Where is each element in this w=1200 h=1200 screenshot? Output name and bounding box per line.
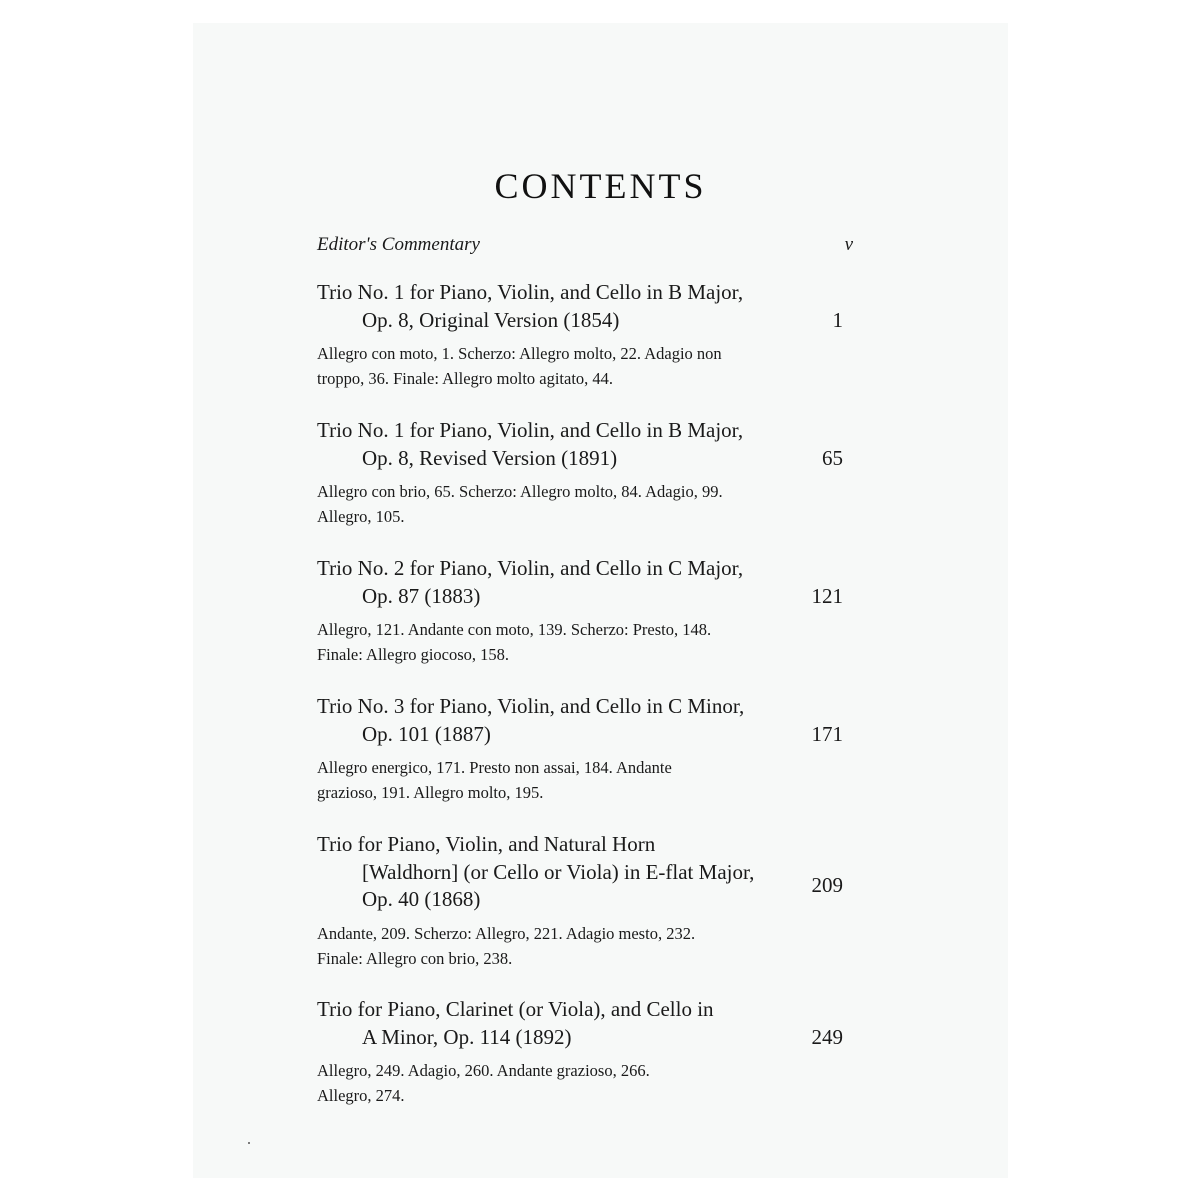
entry-title-line: Trio No. 2 for Piano, Violin, and Cello in C Major, — [317, 556, 744, 580]
movements-line: Allegro con moto, 1. Scherzo: Allegro molto, 22. Adagio non — [317, 344, 722, 363]
entry-movements — [317, 479, 787, 529]
entry-title — [317, 693, 777, 748]
entry-title — [317, 555, 777, 610]
movements-line: Allegro, 274. — [317, 1086, 405, 1105]
entry-page-number: 209 — [811, 873, 843, 897]
entry-page-number: 171 — [811, 721, 843, 746]
toc-entry — [317, 417, 847, 529]
entry-movements — [317, 921, 787, 971]
toc-entry — [317, 555, 847, 667]
entry-title-line: Trio No. 1 for Piano, Violin, and Cello in B Major, — [317, 280, 744, 304]
entry-page-number: 1 — [832, 307, 843, 332]
movements-line: Allegro, 121. Andante con moto, 139. Scherzo: Presto, 148. — [317, 620, 712, 639]
entry-title-line: Trio for Piano, Violin, and Natural Horn — [317, 832, 656, 856]
commentary-page-number: v — [844, 234, 853, 255]
movements-line: Allegro energico, 171. Presto non assai, 184. Andante — [317, 758, 672, 777]
entry-title — [317, 417, 777, 472]
toc-entry — [317, 831, 847, 971]
entry-page-number: 121 — [811, 583, 843, 608]
commentary-label: Editor's Commentary — [317, 234, 480, 255]
movements-line: Allegro, 105. — [317, 507, 405, 526]
entry-movements — [317, 755, 787, 805]
movements-line: troppo, 36. Finale: Allegro molto agitato, 44. — [317, 369, 614, 388]
entry-page-number: 65 — [822, 445, 843, 470]
entry-title-line: Trio No. 3 for Piano, Violin, and Cello in C Minor, — [317, 694, 745, 718]
movements-line: grazioso, 191. Allegro molto, 195. — [317, 783, 544, 802]
page-title: CONTENTS — [494, 166, 707, 206]
entry-title-line: Trio for Piano, Clarinet (or Viola), and Cello in — [317, 997, 714, 1021]
movements-line: Allegro con brio, 65. Scherzo: Allegro molto, 84. Adagio, 99. — [317, 482, 723, 501]
entry-title — [317, 831, 777, 914]
movements-line: Finale: Allegro giocoso, 158. — [317, 645, 510, 664]
entry-title-line: Op. 101 (1887) — [362, 721, 491, 746]
entry-title-line: A Minor, Op. 114 (1892) — [362, 1024, 572, 1049]
movements-line: Allegro, 249. Adagio, 260. Andante grazioso, 266. — [317, 1061, 650, 1080]
toc-entry — [317, 996, 847, 1108]
entry-title — [317, 996, 777, 1051]
entry-title-line: Trio No. 1 for Piano, Violin, and Cello in B Major, — [317, 418, 744, 442]
paper-speck — [248, 1142, 250, 1144]
entry-title-line: Op. 87 (1883) — [362, 583, 481, 608]
entry-title-line: Op. 8, Original Version (1854) — [362, 307, 620, 332]
contents-page — [193, 23, 1008, 1178]
entry-title-line: Op. 8, Revised Version (1891) — [362, 445, 618, 470]
entry-title — [317, 279, 777, 334]
entry-title-line: Op. 40 (1868) — [362, 887, 481, 911]
entry-title-line: [Waldhorn] (or Cello or Viola) in E-flat Major, — [362, 859, 755, 884]
entry-movements — [317, 1058, 787, 1108]
entry-movements — [317, 617, 787, 667]
toc-entry — [317, 279, 847, 391]
movements-line: Finale: Allegro con brio, 238. — [317, 948, 513, 968]
toc-entry — [317, 693, 847, 805]
entry-page-number: 249 — [811, 1024, 843, 1049]
entry-movements — [317, 341, 787, 391]
movements-line: Andante, 209. Scherzo: Allegro, 221. Adagio mesto, 232. — [317, 923, 696, 943]
